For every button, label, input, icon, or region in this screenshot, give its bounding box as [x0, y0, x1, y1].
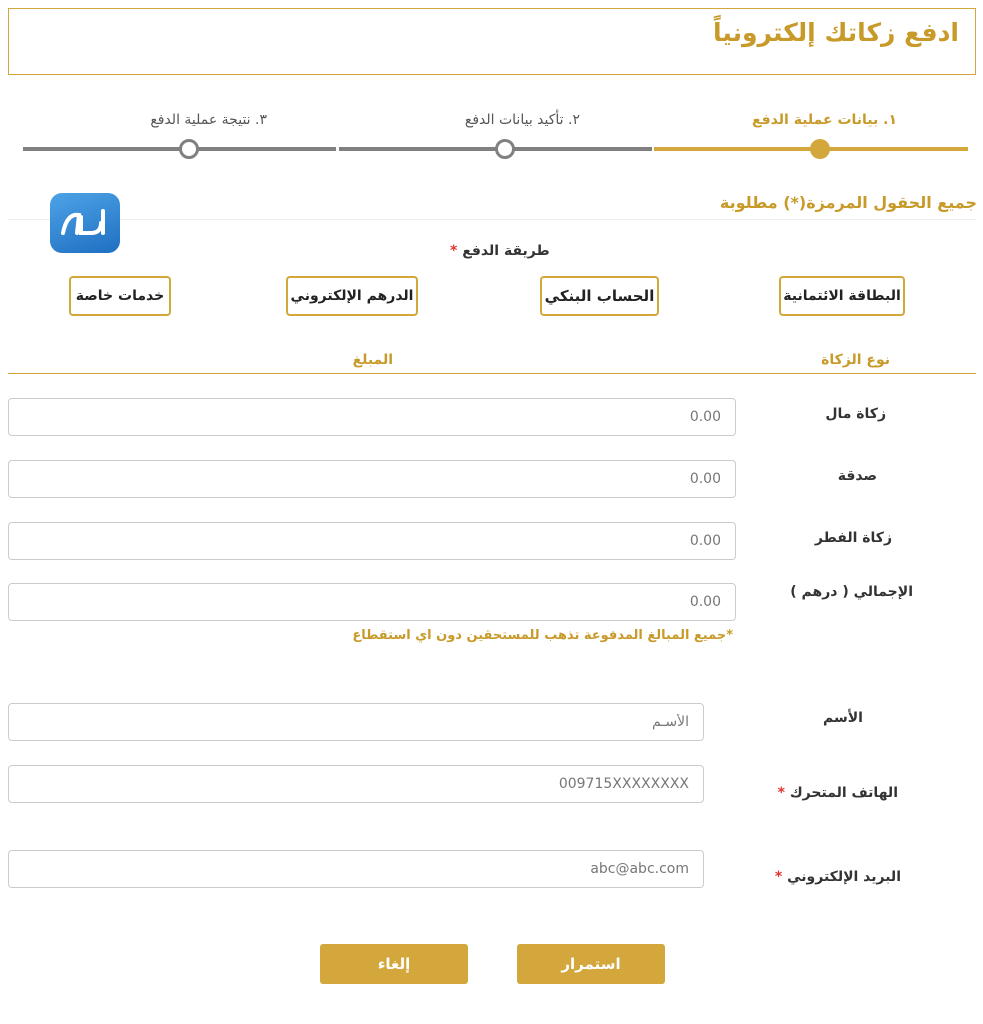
step-3-indicator	[179, 139, 199, 159]
cancel-button[interactable]: إلغاء	[320, 944, 468, 984]
step-2-label: ٢. تأكيد بيانات الدفع	[464, 112, 580, 128]
sadaqa-label: صدقة	[837, 468, 877, 484]
email-label	[775, 869, 901, 885]
email-label-text: البريد الإلكتروني	[787, 869, 901, 885]
method-credit-card-button[interactable]: البطاقة الائتمانية	[779, 276, 905, 316]
disclaimer-note: *جميع المبالغ المدفوعة تذهب للمستحقين دون اي استقطاع	[352, 628, 733, 643]
zakat-fitr-label: زكاة الفطر	[814, 530, 892, 546]
required-star: *	[450, 243, 458, 259]
required-fields-note: جميع الحقول المرمزة(*) مطلوبة	[719, 193, 977, 212]
method-bank-account-button[interactable]: الحساب البنكي	[540, 276, 659, 316]
phone-label-text: الهاتف المتحرك	[789, 785, 898, 801]
email-input[interactable]	[8, 850, 704, 888]
mobile-phone-input[interactable]	[8, 765, 704, 803]
amount-header: المبلغ	[352, 352, 393, 368]
logo-glyph	[57, 203, 113, 243]
zakat-mal-label: زكاة مال	[825, 406, 886, 422]
payment-method-label	[450, 243, 550, 259]
continue-button[interactable]: استمرار	[517, 944, 665, 984]
almrj-logo-icon	[50, 193, 120, 253]
step-2-indicator	[495, 139, 515, 159]
total-input[interactable]	[8, 583, 736, 621]
total-label: الإجمالي ( درهم )	[790, 584, 913, 600]
zakat-type-header: نوع الزكاة	[821, 352, 890, 368]
required-star: *	[777, 785, 785, 801]
page-title: ادفع زكاتك إلكترونياً	[712, 18, 959, 47]
header-divider	[8, 373, 976, 374]
method-e-dirham-button[interactable]: الدرهم الإلكتروني	[286, 276, 418, 316]
step-3-label: ٣. نتيجة عملية الدفع	[150, 112, 267, 128]
phone-label	[778, 785, 898, 801]
divider	[8, 219, 976, 220]
method-special-services-button[interactable]: خدمات خاصة	[69, 276, 171, 316]
zakat-fitr-input[interactable]	[8, 522, 736, 560]
sadaqa-input[interactable]	[8, 460, 736, 498]
step-1-indicator	[810, 139, 830, 159]
step-1-label: ١. بيانات عملية الدفع	[751, 112, 897, 128]
name-label: الأسم	[823, 710, 863, 726]
payment-method-text: طريقة الدفع	[462, 243, 550, 259]
zakat-mal-input[interactable]	[8, 398, 736, 436]
name-input[interactable]	[8, 703, 704, 741]
required-star: *	[774, 869, 783, 885]
